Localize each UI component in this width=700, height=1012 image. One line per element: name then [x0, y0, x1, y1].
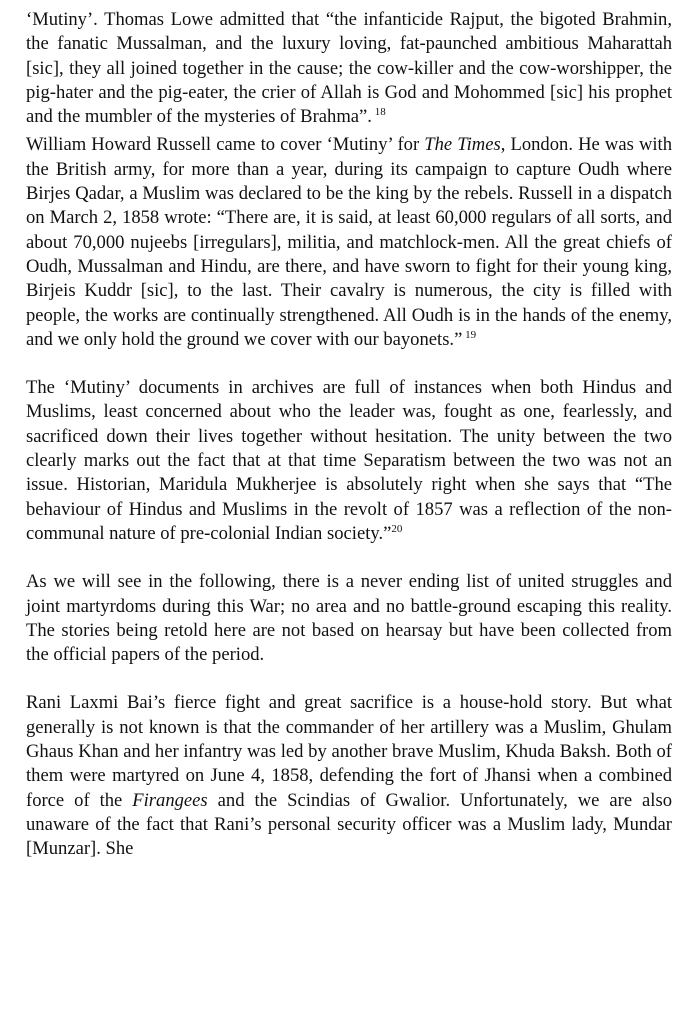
paragraph-archive-documents — [26, 376, 672, 546]
text-segment: ‘Mutiny’. Thomas Lowe admitted that “the infanticide Rajput, the bigoted Brahmin, the fanatic Mussalman, and the luxury loving, fat-paunched ambitious Maharattah [sic], they all joined together in the cause; the cow-killer and the cow-worshipper, the pig-hater and the pig-eater, the crier of Allah is God and Mohommed [sic] his prophet and the mumbler of the mysteries of Brahma”. — [26, 9, 672, 128]
italic-term-firangees: Firangees — [132, 789, 208, 811]
paragraph-united-struggles — [26, 570, 672, 667]
text-segment: Rani Laxmi Bai’s fierce fight and great sacrifice is a house-hold story. But what generally is not known is that the commander of her artillery was a Muslim, Ghulam Ghaus Khan and her infantry was led by another brave Muslim, Khuda Baksh. Both of them were martyred on June 4, 1858, defending the fort of Jhansi when a combined force of the — [26, 692, 672, 811]
document-page — [26, 8, 672, 862]
footnote-ref-18: 18 — [371, 106, 386, 119]
paragraph-rani-laxmi-bai — [26, 691, 672, 861]
italic-title-the-times: The Times — [424, 134, 501, 156]
footnote-ref-19: 19 — [462, 328, 477, 341]
text-segment: The ‘Mutiny’ documents in archives are full of instances when both Hindus and Muslims, least concerned about who the leader was, fought as one, fearlessly, and sacrificed down their lives together without hesitation. The unity between the two clearly marks out the fact that at that time Separatism between the two was not an issue. Historian, Maridula Mukherjee is absolutely right when she says that “The behaviour of Hindus and Muslims in the revolt of 1857 was a reflection of the non-communal nature of pre-colonial Indian society.” — [26, 377, 672, 544]
text-segment: William Howard Russell came to cover ‘Mutiny’ for — [26, 134, 425, 156]
footnote-ref-20: 20 — [391, 522, 403, 535]
text-segment: and the Scindias of Gwalior. Unfortunately, we are also unaware of the fact that Rani’s personal security officer was a Muslim lady, Mundar [Munzar]. She — [26, 789, 673, 860]
paragraph-lowe-quote — [26, 8, 672, 129]
text-segment: , London. He was with the British army, for more than a year, during its campaign to capture Oudh where Birjes Qadar, a Muslim was declared to be the king by the rebels. Russell in a dispatch on March 2, 1858 wrote: “There are, it is said, at least 60,000 regulars of all sorts, and about 70,000 nujeebs [irregulars], militia, and matchlock-men. All the great chiefs of Oudh, Mussalman and Hindu, are there, and have sworn to fight for their young king, Birjeis Kuddr [sic], to the last. Their cavalry is numerous, the city is filled with people, the works are continually strengthened. All Oudh is in the hands of the enemy, and we only hold the ground we cover with our bayonets.” — [26, 134, 673, 350]
paragraph-russell-dispatch — [26, 133, 672, 352]
text-segment: As we will see in the following, there is a never ending list of united struggles and joint martyrdoms during this War; no area and no battle-ground escaping this reality. The stories being retold here are not based on hearsay but have been collected from the official papers of the period. — [26, 571, 672, 666]
